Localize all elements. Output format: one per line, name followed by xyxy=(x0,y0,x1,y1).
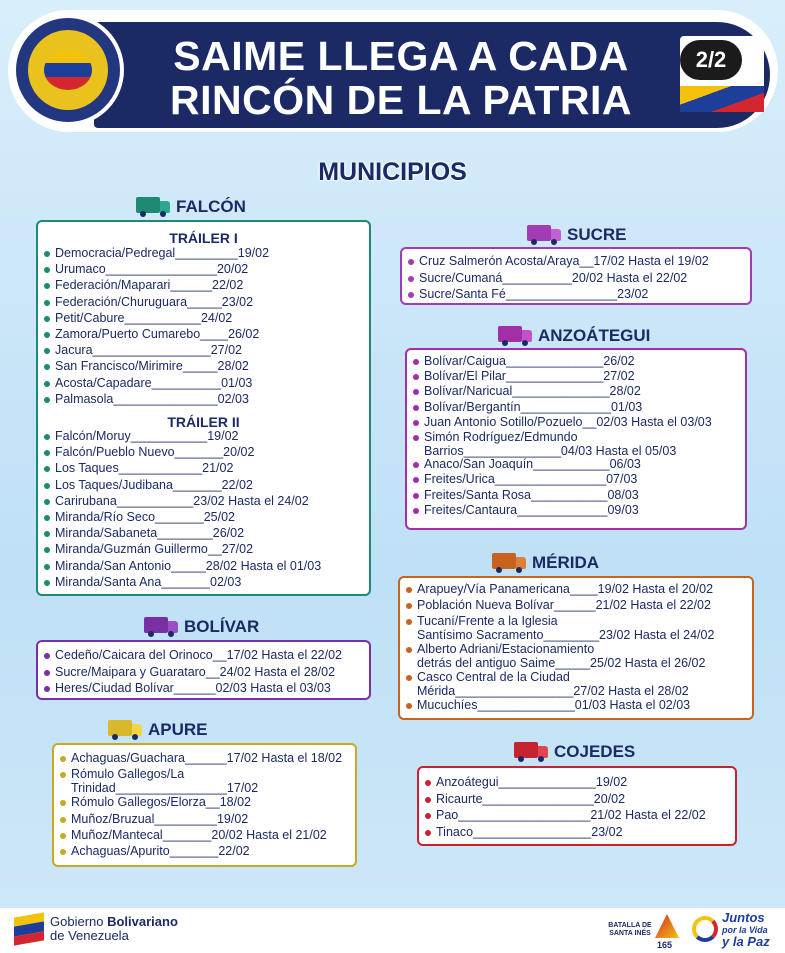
list-item-text: Miranda/Santa Ana_______02/03 xyxy=(55,574,242,589)
list-item-text: Sucre/Maipara y Guarataro__24/02 Hasta el 28/02 xyxy=(55,664,336,679)
bullet-icon xyxy=(60,756,66,762)
bullet-icon xyxy=(44,670,50,676)
bullet-icon xyxy=(406,603,412,609)
page-title xyxy=(146,34,656,122)
list-item xyxy=(413,400,739,414)
truck-icon xyxy=(527,225,561,245)
bullet-icon xyxy=(406,619,412,625)
list-item-text: Mucuchíes______________01/03 Hasta el 02/03 xyxy=(417,698,691,712)
list-item-text: Tucaní/Frente a la Iglesia Santísimo Sacramento________23/02 Hasta el 24/02 xyxy=(417,614,715,642)
list-item xyxy=(44,681,363,695)
list-item xyxy=(408,254,744,268)
list-item xyxy=(413,430,739,458)
title-line-1: SAIME LLEGA A CADA xyxy=(173,33,629,79)
apure-card xyxy=(52,743,357,867)
list-item-text: Sucre/Santa Fé________________23/02 xyxy=(419,287,649,301)
anzoategui-card xyxy=(405,348,747,530)
list-item xyxy=(406,698,746,712)
section-heading: MUNICIPIOS xyxy=(318,158,467,186)
list-item xyxy=(413,503,739,517)
truck-icon xyxy=(492,553,526,573)
venezuela-flag-icon xyxy=(44,50,92,90)
list-item-text: Arapuey/Vía Panamericana____19/02 Hasta el 20/02 xyxy=(417,582,714,596)
list-item xyxy=(425,825,729,839)
list-item-text: Zamora/Puerto Cumarebo____26/02 xyxy=(55,327,260,341)
list-item xyxy=(413,384,739,398)
bullet-icon xyxy=(413,420,419,426)
list-item-text: Cruz Salmerón Acosta/Araya__17/02 Hasta el 19/02 xyxy=(419,254,709,268)
list-item xyxy=(408,287,744,301)
bullet-icon xyxy=(413,389,419,395)
list-item xyxy=(44,376,363,390)
bullet-icon xyxy=(425,813,431,819)
list-item-text: Miranda/Río Seco_______25/02 xyxy=(55,510,235,524)
list-item xyxy=(413,472,739,486)
list-item-text: Urumaco________________20/02 xyxy=(55,262,249,277)
list-item xyxy=(44,262,363,276)
list-item xyxy=(44,246,363,260)
list-item xyxy=(44,478,363,492)
bullet-icon xyxy=(413,435,419,441)
bullet-icon xyxy=(413,508,419,514)
list-item-text: Pao___________________21/02 Hasta el 22/02 xyxy=(436,808,706,822)
list-item xyxy=(44,559,363,573)
list-item-text: Heres/Ciudad Bolívar______02/03 Hasta el 03/03 xyxy=(55,681,331,695)
bullet-icon xyxy=(44,547,50,553)
truck-icon xyxy=(498,326,532,346)
cojedes-card xyxy=(417,766,737,846)
list-item-text: Casco Central de la Ciudad Mérida_________________27/02 Hasta el 28/02 xyxy=(417,670,689,698)
truck-icon xyxy=(514,742,548,762)
bullet-icon xyxy=(413,405,419,411)
list-item xyxy=(44,295,363,309)
bullet-icon xyxy=(44,653,50,659)
list-item xyxy=(413,488,739,502)
bullet-icon xyxy=(44,515,50,521)
bullet-icon xyxy=(44,316,50,322)
bullet-icon xyxy=(406,703,412,709)
list-item xyxy=(44,327,363,341)
bullet-icon xyxy=(44,686,50,692)
list-item-text: Ricaurte________________20/02 xyxy=(436,791,626,806)
bullet-icon xyxy=(44,483,50,489)
trailer-1-label: TRÁILER I xyxy=(169,230,238,246)
list-item-text: Los Taques____________21/02 xyxy=(55,461,234,476)
list-item xyxy=(44,494,363,508)
list-item-text: Tinaco_________________23/02 xyxy=(436,824,623,839)
list-item-text: Jacura_________________27/02 xyxy=(55,343,242,358)
list-item xyxy=(44,359,363,373)
list-item xyxy=(425,775,729,789)
list-item-text: Miranda/San Antonio_____28/02 Hasta el 01/03 xyxy=(55,558,322,573)
bullet-icon xyxy=(44,267,50,273)
list-item-text: Simón Rodríguez/Edmundo Barrios______________04/03 Hasta el 05/03 xyxy=(424,430,677,458)
list-item xyxy=(406,582,746,596)
list-item-text: Federación/Maparari______22/02 xyxy=(55,278,244,293)
list-item-text: Rómulo Gallegos/Elorza__18/02 xyxy=(71,795,251,810)
list-item xyxy=(413,369,739,383)
list-item-text: Falcón/Moruy___________19/02 xyxy=(55,429,239,443)
bullet-icon xyxy=(425,830,431,836)
list-item xyxy=(44,445,363,459)
list-item-text: Muñoz/Bruzual_________19/02 xyxy=(71,811,249,826)
list-item xyxy=(44,542,363,556)
page-indicator: 2/2 xyxy=(680,40,742,80)
bullet-icon xyxy=(44,580,50,586)
list-item xyxy=(44,278,363,292)
bullet-icon xyxy=(60,800,66,806)
list-item xyxy=(44,575,363,589)
bullet-icon xyxy=(413,359,419,365)
list-item-text: Miranda/Guzmán Guillermo__27/02 xyxy=(55,542,254,557)
list-item xyxy=(44,343,363,357)
list-item-text: Palmasola_______________02/03 xyxy=(55,391,249,406)
bullet-icon xyxy=(406,587,412,593)
list-item-text: Achaguas/Guachara______17/02 Hasta el 18/02 xyxy=(71,751,343,765)
merida-card xyxy=(398,576,754,720)
bolivar-card xyxy=(36,640,371,700)
list-item-text: Freites/Santa Rosa___________08/03 xyxy=(424,487,639,502)
bullet-icon xyxy=(44,348,50,354)
truck-icon xyxy=(108,720,142,740)
bullet-icon xyxy=(44,251,50,257)
venezuela-flag-icon xyxy=(14,912,44,945)
list-item xyxy=(44,429,363,443)
bullet-icon xyxy=(44,434,50,440)
batalla-santa-ines-logo: BATALLA DE SANTA INÉS 165 xyxy=(605,912,683,950)
list-item-text: Cedeño/Caicara del Orinoco__17/02 Hasta el 22/02 xyxy=(55,648,342,662)
bullet-icon xyxy=(408,276,414,282)
truck-icon xyxy=(144,617,178,637)
list-item-text: Bolívar/El Pilar______________27/02 xyxy=(424,369,635,384)
list-item-text: Rómulo Gallegos/La Trinidad________________17/02 xyxy=(71,767,259,796)
list-item-text: San Francisco/Mirimire_____28/02 xyxy=(55,359,249,374)
list-item-text: Achaguas/Apurito_______22/02 xyxy=(71,844,250,858)
list-item-text: Sucre/Cumaná__________20/02 Hasta el 22/02 xyxy=(419,270,688,285)
cojedes-title: COJEDES xyxy=(514,742,635,762)
list-item-text: Muñoz/Mantecal_______20/02 Hasta el 21/02 xyxy=(71,827,327,842)
bullet-icon xyxy=(44,531,50,537)
falcon-card xyxy=(36,220,371,596)
list-item xyxy=(60,795,349,809)
list-item-text: Falcón/Pueblo Nuevo_______20/02 xyxy=(55,445,255,460)
bullet-icon xyxy=(413,462,419,468)
bolivar-title: BOLÍVAR xyxy=(144,617,259,637)
list-item xyxy=(60,812,349,826)
list-item xyxy=(44,392,363,406)
list-item-text: Federación/Churuguara_____23/02 xyxy=(55,294,254,309)
merida-title: MÉRIDA xyxy=(492,553,599,573)
list-item xyxy=(406,670,746,698)
list-item xyxy=(425,808,729,822)
sucre-title: SUCRE xyxy=(527,225,627,245)
bullet-icon xyxy=(408,292,414,298)
truck-icon xyxy=(136,197,170,217)
list-item xyxy=(44,526,363,540)
list-item xyxy=(413,457,739,471)
list-item-text: Bolívar/Caigua______________26/02 xyxy=(424,354,635,368)
list-item xyxy=(60,828,349,842)
list-item-text: Juan Antonio Sotillo/Pozuelo__02/03 Hasta el 03/03 xyxy=(424,414,712,429)
list-item-text: Anzoátegui______________19/02 xyxy=(436,775,628,789)
anzoategui-title: ANZOÁTEGUI xyxy=(498,326,650,346)
bullet-icon xyxy=(425,780,431,786)
list-item xyxy=(408,271,744,285)
list-item-text: Alberto Adriani/Estacionamiento detrás del antiguo Saime_____25/02 Hasta el 26/02 xyxy=(417,642,706,670)
bullet-icon xyxy=(60,849,66,855)
juntos-por-la-vida-logo: Juntos por la Vida y la Paz xyxy=(692,910,780,950)
list-item-text: Los Taques/Judibana_______22/02 xyxy=(55,477,253,492)
bullet-icon xyxy=(413,493,419,499)
bullet-icon xyxy=(44,397,50,403)
bullet-icon xyxy=(44,300,50,306)
list-item-text: Petit/Cabure___________24/02 xyxy=(55,310,233,325)
list-item xyxy=(406,642,746,670)
bullet-icon xyxy=(44,466,50,472)
title-line-2: RINCÓN DE LA PATRIA xyxy=(169,77,632,123)
bullet-icon xyxy=(44,283,50,289)
list-item-text: Freites/Cantaura_____________09/03 xyxy=(424,502,639,517)
list-item xyxy=(44,665,363,679)
bullet-icon xyxy=(44,564,50,570)
list-item-text: Acosta/Capadare__________01/03 xyxy=(55,375,253,390)
list-item xyxy=(60,767,349,795)
list-item xyxy=(60,844,349,858)
list-item xyxy=(425,792,729,806)
list-item xyxy=(60,751,349,765)
apure-title: APURE xyxy=(108,720,208,740)
sucre-card xyxy=(400,247,752,305)
bullet-icon xyxy=(408,259,414,265)
list-item xyxy=(413,354,739,368)
bullet-icon xyxy=(60,833,66,839)
list-item xyxy=(413,415,739,429)
list-item xyxy=(406,598,746,612)
saime-logo xyxy=(674,34,770,114)
list-item-text: Bolívar/Naricual______________28/02 xyxy=(424,384,641,399)
bullet-icon xyxy=(60,772,66,778)
list-item xyxy=(44,461,363,475)
bullet-icon xyxy=(413,374,419,380)
list-item-text: Carirubana___________23/02 Hasta el 24/02 xyxy=(55,493,309,508)
trailer-2-label: TRÁILER II xyxy=(167,414,240,430)
ministry-seal-logo xyxy=(12,14,124,126)
list-item-text: Población Nueva Bolívar______21/02 Hasta el 22/02 xyxy=(417,598,711,612)
bullet-icon xyxy=(44,499,50,505)
list-item xyxy=(406,614,746,642)
falcon-title: FALCÓN xyxy=(136,197,246,217)
bullet-icon xyxy=(44,450,50,456)
bullet-icon xyxy=(406,675,412,681)
bullet-icon xyxy=(425,797,431,803)
list-item-text: Freites/Urica________________07/03 xyxy=(424,472,638,487)
list-item-text: Bolívar/Bergantín_____________01/03 xyxy=(424,399,643,414)
list-item-text: Anaco/San Joaquín___________06/03 xyxy=(424,457,641,472)
gobierno-logo: Gobierno Bolivariano de Venezuela xyxy=(14,915,178,943)
bullet-icon xyxy=(413,477,419,483)
list-item-text: Democracia/Pedregal_________19/02 xyxy=(55,246,270,260)
bullet-icon xyxy=(44,381,50,387)
bullet-icon xyxy=(44,332,50,338)
bullet-icon xyxy=(60,817,66,823)
bullet-icon xyxy=(44,364,50,370)
list-item-text: Miranda/Sabaneta________26/02 xyxy=(55,526,245,541)
list-item xyxy=(44,510,363,524)
bullet-icon xyxy=(406,647,412,653)
list-item xyxy=(44,311,363,325)
list-item xyxy=(44,648,363,662)
